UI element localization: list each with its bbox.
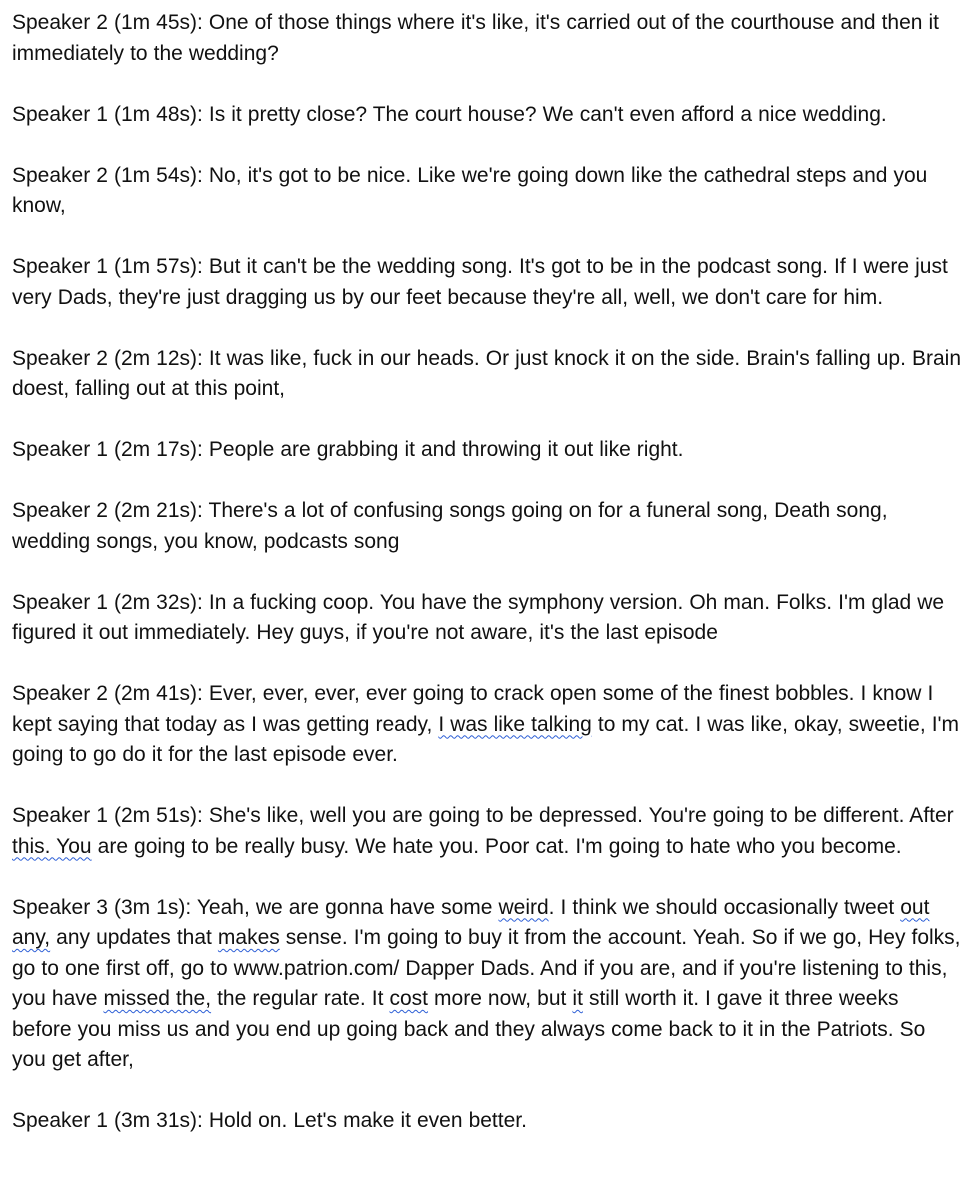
speaker-label: Speaker 1 (2m 32s): [12,590,203,614]
utterance-text: Ever, ever, ever, ever going to crack open some of the finest bobbles. I know I kept saying that today as I was getting ready, [12,682,934,736]
transcript-paragraph [12,1106,962,1137]
speaker-label: Speaker 1 (1m 57s): [12,255,203,278]
grammar-flagged-text: cost [389,987,429,1010]
speaker-label: Speaker 2 (2m 41s): [12,682,203,705]
speaker-label: Speaker 1 (2m 17s): [12,438,203,461]
grammar-flagged-text: missed the, [103,987,212,1010]
utterance-text: sense. I'm going to buy it from the account. Yeah. So if we go, Hey folks, go to one first off, go to www.patrion.com/ Dapper Dads. And if you are, and if you're listening to this, you have [12,926,961,1010]
utterance-text: . I think we should occasionally tweet [548,895,901,919]
transcript-paragraph [12,801,962,862]
utterance-text: are going to be really busy. We hate you. Poor cat. I'm going to hate who you become. [91,834,902,858]
speaker-label: Speaker 2 (2m 21s): [12,499,203,522]
utterance-text: No, it's got to be nice. Like we're going down like the cathedral steps and you know, [12,163,928,217]
utterance-text: But it can't be the wedding song. It's got to be in the podcast song. If I were just very Dads, they're just dragging us by our feet because they're all, well, we don't care for him. [12,255,948,309]
speaker-label: Speaker 2 (1m 54s): [12,163,203,187]
transcript-paragraph [12,588,962,649]
speaker-label: Speaker 1 (3m 31s): [12,1109,203,1132]
transcript-paragraph [12,893,962,1076]
grammar-flagged-text: it [572,987,583,1010]
speaker-label: Speaker 2 (1m 45s): [12,11,203,34]
grammar-flagged-text: out any, [12,895,930,949]
utterance-text: Hold on. Let's make it even better. [202,1109,527,1132]
utterance-text: more now, but [428,987,573,1010]
transcript-paragraph [12,435,962,466]
utterance-text: any updates that [50,926,218,949]
transcript-paragraph [12,679,962,771]
utterance-text: One of those things where it's like, it's carried out of the courthouse and then it immediately to the wedding? [12,11,939,65]
utterance-text: to my cat. I was like, okay, sweetie, I'm going to go do it for the last episode ever. [12,712,960,766]
transcript-document [12,8,962,1167]
utterance-text: She's like, well you are going to be depressed. You're going to be different. After [202,804,954,827]
utterance-text: There's a lot of confusing songs going on for a funeral song, Death song, wedding songs, you know, podcasts song [12,499,888,553]
speaker-label: Speaker 1 (2m 51s): [12,804,203,827]
transcript-paragraph [12,344,962,405]
utterance-text: People are grabbing it and throwing it out like right. [202,438,684,461]
speaker-label: Speaker 1 (1m 48s): [12,102,203,126]
speaker-label: Speaker 3 (3m 1s): [12,895,192,919]
utterance-text: still worth it. I gave it three weeks before you miss us and you end up going back and they always come back to it in the Patriots. So you get after, [12,987,926,1071]
transcript-paragraph [12,496,962,557]
grammar-flagged-text: this. You [12,834,92,858]
utterance-text: Is it pretty close? The court house? We can't even afford a nice wedding. [202,102,887,126]
speaker-label: Speaker 2 (2m 12s): [12,346,203,370]
utterance-text: It was like, fuck in our heads. Or just knock it on the side. Brain's falling up. Brain doest, falling out at this point, [12,346,961,400]
utterance-text: the regular rate. It [211,987,390,1010]
transcript-paragraph [12,252,962,313]
utterance-text: In a fucking coop. You have the symphony version. Oh man. Folks. I'm glad we figured it out immediately. Hey guys, if you're not aware, it's the last episode [12,590,945,644]
transcript-paragraph [12,161,962,222]
transcript-paragraph [12,100,962,131]
transcript-paragraph [12,8,962,69]
grammar-flagged-text: makes [217,926,280,949]
utterance-text: Yeah, we are gonna have some [191,895,499,919]
grammar-flagged-text: I was like talking [438,712,592,736]
grammar-flagged-text: weird [498,895,549,919]
